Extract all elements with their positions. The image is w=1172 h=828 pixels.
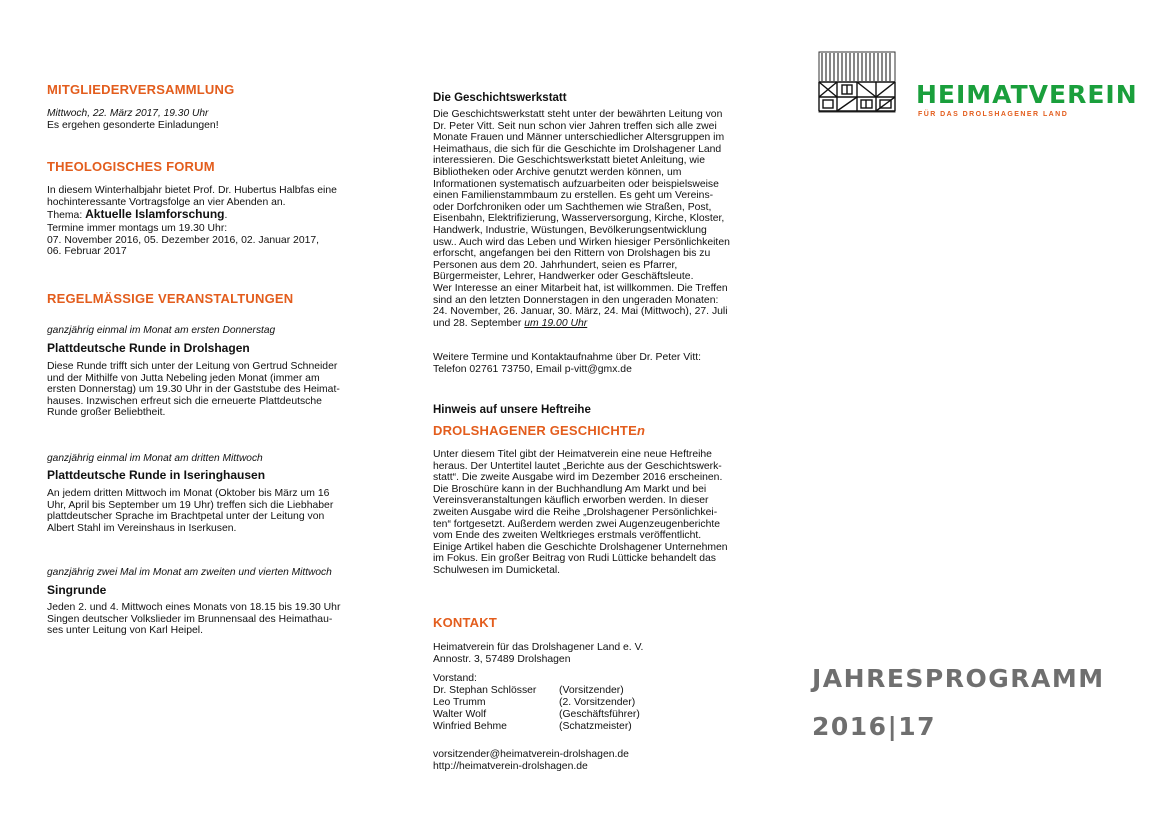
event-text: An jedem dritten Mittwoch im Monat (Oktober bis März um 16 Uhr, April bis September um 19 Uhr) treffen sich die Liebhaber plattdeutscher Sprache im Brachtpetal unter der Leitung von Albert Stahl im Vereinshaus in Iserkusen. xyxy=(47,488,334,534)
heftreihe-heading: Hinweis auf unsere Heftreihe xyxy=(433,404,591,416)
heftreihe-text: Unter diesem Titel gibt der Heimatverein eine neue Heftreihe heraus. Der Untertitel lautet „Berichte aus der Geschichtswerk- statt“. Die zweite Ausgabe wird im Dezember 2016 erscheinen. Die Broschüre kann in der Buchhandlung Am Markt und bei Vereinsveranstaltungen käuflich erworben werden. In dieser zweiten Ausgabe wird die Reihe „Drolshagener Persönlichkei- ten“ fortgesetzt. Außerdem werden zwei Augenzeugenberichte vom Ende des zweiten Weltkrieges erstmals veröffentlicht. Einige Artikel haben die Geschichte Drolshagener Unternehmen im Fokus. Ein großer Beitrag von Rudi Lütticke behandelt das Schulwesen im Dumicketal. xyxy=(433,449,728,576)
logo-title: HEIMATVEREIN xyxy=(916,80,1138,109)
kontakt-address: Heimatverein für das Drolshagener Land e. V. Annostr. 3, 57489 Drolshagen xyxy=(433,642,644,665)
vorstand-row xyxy=(433,697,635,709)
event-when: ganzjährig einmal im Monat am dritten Mittwoch xyxy=(47,453,263,464)
event-when: ganzjährig einmal im Monat am ersten Donnerstag xyxy=(47,325,276,336)
event-when: ganzjährig zwei Mal im Monat am zweiten und vierten Mittwoch xyxy=(47,567,332,578)
vorstand-name: Winfried Behme xyxy=(433,721,507,732)
event-text: Jeden 2. und 4. Mittwoch eines Monats von 18.15 bis 19.30 Uhr Singen deutscher Volkslieder im Brunnensaal des Heimathau- ses unter Leitung von Karl Heipel. xyxy=(47,602,341,637)
tf-intro: In diesem Winterhalbjahr bietet Prof. Dr. Hubertus Halbfas eine hochinteressante Vortragsfolge an vier Abenden an. xyxy=(47,185,337,208)
event-title: Singrunde xyxy=(47,583,107,597)
program-title: JAHRESPROGRAMM xyxy=(812,664,1105,693)
tf-thema-end: . xyxy=(224,210,228,221)
vorstand-role: (Vorsitzender) xyxy=(559,685,624,696)
timber-house-logo-icon xyxy=(818,51,896,113)
event-text: Diese Runde trifft sich unter der Leitung von Gertrud Schneider und der Mithilfe von Jutta Nebeling jeden Monat (immer am ersten Donnerstag) um 19.30 Uhr in der Gaststube des Heimat- hauses. Inzwischen erfreut sich die erneuerte Plattdeutsche Runde großer Beliebtheit. xyxy=(47,361,340,419)
mv-note: Es ergehen gesonderte Einladungen! xyxy=(47,120,219,131)
event-title: Plattdeutsche Runde in Iseringhausen xyxy=(47,468,266,482)
gw-contact: Weitere Termine und Kontaktaufnahme über Dr. Peter Vitt: Telefon 02761 73750, Email p-vitt@gmx.de xyxy=(433,352,701,375)
vorstand-role: (2. Vorsitzender) xyxy=(559,697,636,708)
gw-time: um 19.00 Uhr xyxy=(524,317,588,329)
tf-dates: Termine immer montags um 19.30 Uhr: 07. November 2016, 05. Dezember 2016, 02. Januar 2017, 06. Februar 2017 xyxy=(47,223,320,258)
gw-body: Die Geschichtswerkstatt steht unter der bewährten Leitung von Dr. Peter Vitt. Seit nun schon vier Jahren treffen sich alle zwei Monate Frauen und Männer unterschiedlicher Altersgruppen im Heimathaus, die sich für die Geschichte im Drolshagener Land interessieren. Die Geschichtswerkstatt bietet Anleitung, wie Bibliotheken oder Archive genutzt werden können, um Informationen systematisch aufzuarbeiten oder beispielsweise einen Familienstammbaum zu erstellen. Es geht um Vereins- oder Dorfchroniken oder um Sachthemen wie Straßen, Post, Eisenbahn, Elektrifizierung, Wasserversorgung, Kirche, Kloster, Handwerk, Industrie, Wüstungen, Bevölkerungsentwicklung usw.. Auch wird das Leben und Wirken hiesiger Persönlichkeiten erforscht, angefangen bei den Rittern von Drolshagen bis zu Personen aus dem 20. Jahrhundert, seien es Pfarrer, Bürgermeister, Lehrer, Handwerker oder Geschäftsleute. Wer Interesse an einer Mitarbeit hat, ist willkommen. Die Treffen sind an den letzten Donnerstagen in den ungeraden Monaten: 24. November, 26. Januar, 30. März, 24. Mai (Mittwoch), 27. Juli und 28. September xyxy=(433,109,730,329)
event-title: Plattdeutsche Runde in Drolshagen xyxy=(47,341,250,355)
heftreihe-series-title xyxy=(433,423,645,438)
vorstand-row xyxy=(433,685,624,697)
logo-subtitle: FÜR DAS DROLSHAGENER LAND xyxy=(918,111,1069,118)
tf-thema-value: Aktuelle Islamforschung xyxy=(85,207,225,221)
vorstand-name: Dr. Stephan Schlösser xyxy=(433,685,537,696)
vorstand-row xyxy=(433,721,632,733)
vorstand-name: Leo Trumm xyxy=(433,697,486,708)
gw-text xyxy=(433,109,730,329)
kontakt-email: vorsitzender@heimatverein-drolshagen.de xyxy=(433,749,629,760)
vorstand-name: Walter Wolf xyxy=(433,709,487,720)
regelmaessige-veranstaltungen-heading: REGELMÄSSIGE VERANSTALTUNGEN xyxy=(47,291,294,306)
series-suffix: n xyxy=(636,423,646,438)
theologisches-forum-heading: THEOLOGISCHES FORUM xyxy=(47,159,215,174)
kontakt-heading: KONTAKT xyxy=(433,615,497,630)
series-name: DROLSHAGENER GESCHICHTE xyxy=(433,423,637,438)
vorstand-row xyxy=(433,709,640,721)
vorstand-role: (Schatzmeister) xyxy=(559,721,632,732)
vorstand-label: Vorstand: xyxy=(433,673,477,684)
kontakt-website: http://heimatverein-drolshagen.de xyxy=(433,761,588,772)
tf-thema xyxy=(47,209,227,222)
mv-date: Mittwoch, 22. März 2017, 19.30 Uhr xyxy=(47,108,209,119)
geschichtswerkstatt-heading: Die Geschichtswerkstatt xyxy=(433,92,567,104)
mitgliederversammlung-heading: MITGLIEDERVERSAMMLUNG xyxy=(47,82,235,97)
program-year: 2016|17 xyxy=(812,712,937,741)
vorstand-role: (Geschäftsführer) xyxy=(559,709,640,720)
tf-thema-label: Thema: xyxy=(47,210,86,221)
